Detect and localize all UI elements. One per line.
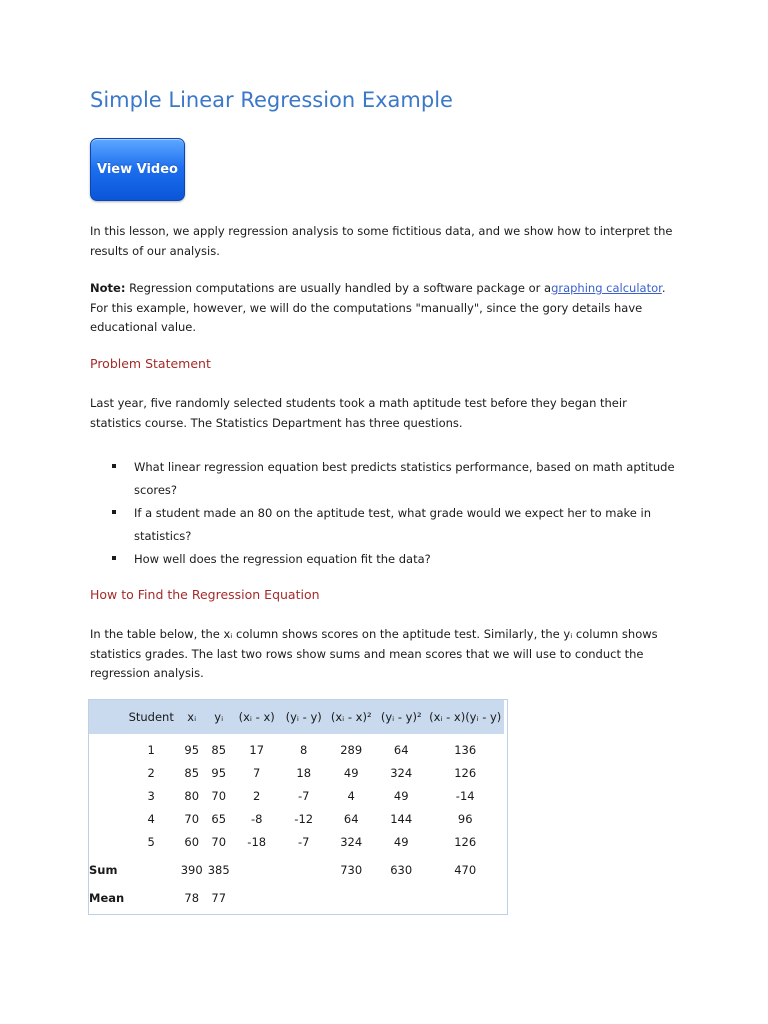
table-cell: -8 (250, 812, 263, 827)
table-cell: 470 (454, 862, 477, 877)
bullet-icon (112, 464, 116, 468)
table-row (89, 784, 504, 807)
table-cell: 80 (184, 788, 200, 803)
regression-heading: How to Find the Regression Equation (90, 587, 320, 602)
table-cell: 1 (147, 742, 155, 757)
graphing-calculator-link[interactable]: graphing calculator (551, 281, 662, 295)
table-cell: Sum (89, 862, 118, 877)
table-cell (89, 761, 124, 784)
table-cell (326, 886, 376, 910)
column-header: (yᵢ - y) (285, 710, 322, 724)
table-cell: 144 (390, 812, 413, 827)
table-cell (89, 808, 124, 831)
table-cell (376, 886, 426, 910)
table-row (89, 886, 504, 910)
table-cell: -18 (247, 835, 267, 850)
table-cell: 70 (211, 788, 227, 803)
table-cell (89, 734, 124, 761)
table-cell: 85 (211, 742, 227, 757)
problem-statement-heading: Problem Statement (90, 356, 211, 371)
table-cell: 65 (211, 812, 227, 827)
table-cell: 385 (207, 862, 230, 877)
table-cell (426, 886, 504, 910)
column-header: (xᵢ - x) (238, 710, 275, 724)
table-intro-paragraph: In the table below, the xᵢ column shows scores on the aptitude test. Similarly, the yᵢ column shows statistics grades. The last two rows show sums and mean scores that we will use to conduct the regression analysis. (90, 627, 658, 680)
table-cell: 49 (343, 765, 359, 780)
table-cell: 78 (184, 890, 200, 905)
intro-paragraph: In this lesson, we apply regression analysis to some fictitious data, and we show how to interpret the results of our analysis. (90, 224, 673, 258)
question-list (110, 456, 675, 572)
table-cell: 49 (393, 835, 409, 850)
table-cell: 289 (340, 742, 363, 757)
column-header: yᵢ (214, 710, 224, 724)
column-header: (xᵢ - x)(yᵢ - y) (429, 710, 502, 724)
table-cell: 126 (454, 835, 477, 850)
table-cell: Mean (89, 890, 125, 905)
table-cell: 390 (180, 862, 203, 877)
table-cell: 126 (454, 765, 477, 780)
regression-table-frame (88, 699, 508, 915)
table-cell (232, 886, 281, 910)
table-cell: 70 (211, 835, 227, 850)
view-video-button[interactable]: View Video (90, 138, 185, 201)
column-header: Student (128, 710, 174, 724)
table-cell: 136 (454, 742, 477, 757)
bullet-icon (112, 510, 116, 514)
note-text-after: . For this example, however, we will do the computations "manually", since the gory details have educational value. (90, 281, 666, 334)
table-cell: 2 (147, 765, 155, 780)
table-row (89, 734, 504, 761)
table-cell (281, 886, 326, 910)
table-cell: 8 (300, 742, 308, 757)
column-header: (yᵢ - y)² (380, 710, 422, 724)
table-cell: 17 (249, 742, 265, 757)
table-cell: 95 (184, 742, 200, 757)
table-row (89, 854, 504, 886)
bullet-icon (112, 556, 116, 560)
note-paragraph (90, 279, 675, 338)
table-header-row (89, 700, 504, 734)
column-header (89, 700, 124, 734)
table-cell: 2 (253, 788, 261, 803)
table-cell: 60 (184, 835, 200, 850)
table-cell: 630 (390, 862, 413, 877)
table-cell: 49 (393, 788, 409, 803)
table-cell: 64 (343, 812, 359, 827)
table-cell: 64 (393, 742, 409, 757)
table-cell: 4 (147, 812, 155, 827)
table-cell (281, 854, 326, 886)
table-cell: 77 (211, 890, 227, 905)
list-item: How well does the regression equation fit the data? (110, 548, 675, 571)
column-header: (xᵢ - x)² (330, 710, 372, 724)
table-cell: 70 (184, 812, 200, 827)
list-item: What linear regression equation best predicts statistics performance, based on math aptitude scores? (110, 456, 675, 501)
table-row (89, 808, 504, 831)
table-cell (89, 831, 124, 854)
page-title: Simple Linear Regression Example (90, 88, 453, 112)
table-cell (124, 886, 178, 910)
table-row (89, 761, 504, 784)
table-cell: 18 (296, 765, 312, 780)
table-cell: -12 (294, 812, 314, 827)
table-cell: -14 (455, 788, 475, 803)
table-row (89, 831, 504, 854)
table-cell: 95 (211, 765, 227, 780)
table-cell: 85 (184, 765, 200, 780)
table-cell: -7 (297, 788, 310, 803)
table-cell: 5 (147, 835, 155, 850)
list-item: If a student made an 80 on the aptitude test, what grade would we expect her to make in statistics? (110, 502, 675, 547)
table-cell: 4 (347, 788, 355, 803)
regression-table (89, 700, 504, 910)
table-cell: 324 (390, 765, 413, 780)
table-cell (232, 854, 281, 886)
note-label: Note: (90, 281, 126, 295)
table-cell (89, 784, 124, 807)
table-cell: 324 (340, 835, 363, 850)
column-header: xᵢ (187, 710, 197, 724)
table-cell: 7 (253, 765, 261, 780)
problem-paragraph: Last year, five randomly selected students took a math aptitude test before they began their statistics course. The Statistics Department has three questions. (90, 396, 627, 430)
table-cell: -7 (297, 835, 310, 850)
note-text-before: Regression computations are usually handled by a software package or a (125, 281, 552, 295)
table-cell: 3 (147, 788, 155, 803)
table-cell: 730 (340, 862, 363, 877)
table-cell (124, 854, 178, 886)
table-cell: 96 (457, 812, 473, 827)
